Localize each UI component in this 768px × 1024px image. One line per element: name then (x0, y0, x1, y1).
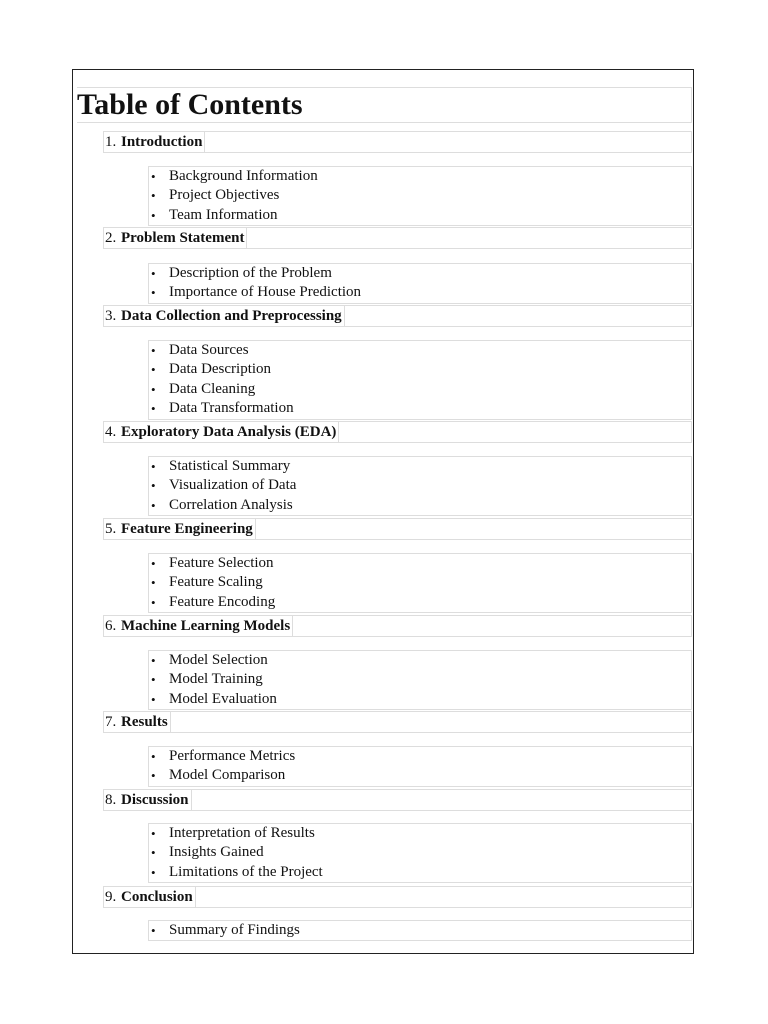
section-title[interactable]: Conclusion (121, 887, 196, 907)
bullet-icon: • (151, 594, 156, 610)
section-title[interactable]: Introduction (121, 132, 205, 152)
list-item[interactable]: • Description of the Problem (149, 264, 691, 283)
bullet-icon: • (151, 459, 156, 474)
section-title[interactable]: Data Collection and Preprocessing (121, 306, 345, 326)
list-item[interactable]: • Feature Encoding (149, 593, 691, 612)
list-item[interactable]: • Data Sources (149, 341, 691, 360)
list-item[interactable]: • Model Evaluation (149, 690, 691, 709)
bullet-icon: • (151, 768, 156, 784)
section-title[interactable]: Results (121, 712, 171, 732)
section-title[interactable]: Machine Learning Models (121, 616, 293, 636)
bullet-icon: • (151, 497, 156, 513)
toc-section-eda[interactable] (103, 421, 692, 443)
toc-section-discussion[interactable] (103, 789, 692, 811)
section-number: 2. (105, 230, 117, 246)
list-item[interactable]: • Limitations of the Project (149, 863, 691, 882)
toc-subsection-list (148, 746, 692, 787)
list-item[interactable]: • Feature Scaling (149, 573, 691, 592)
bullet-icon: • (151, 169, 156, 184)
bullet-icon: • (151, 575, 156, 591)
section-title[interactable]: Feature Engineering (121, 519, 256, 539)
bullet-icon: • (151, 285, 156, 301)
bullet-icon: • (151, 749, 156, 764)
bullet-icon: • (151, 401, 156, 417)
bullet-icon: • (151, 691, 156, 707)
bullet-icon: • (151, 362, 156, 378)
toc-subsection-list (148, 263, 692, 304)
list-item[interactable]: • Model Training (149, 670, 691, 689)
list-item[interactable]: • Background Information (149, 167, 691, 186)
bullet-icon: • (151, 556, 156, 571)
list-item[interactable]: • Data Transformation (149, 399, 691, 418)
toc-subsection-list (148, 553, 692, 613)
toc-section-problem-statement[interactable] (103, 227, 692, 249)
toc-section-data-collection[interactable] (103, 305, 692, 327)
list-item[interactable]: • Correlation Analysis (149, 496, 691, 515)
bullet-icon: • (151, 343, 156, 358)
section-title[interactable]: Discussion (121, 790, 192, 810)
bullet-icon: • (151, 266, 156, 281)
section-number: 1. (105, 134, 117, 150)
toc-subsection-list (148, 650, 692, 710)
section-number: 4. (105, 424, 117, 440)
bullet-icon: • (151, 478, 156, 494)
list-item[interactable]: • Insights Gained (149, 843, 691, 862)
toc-section-introduction[interactable] (103, 131, 692, 153)
list-item[interactable]: • Data Cleaning (149, 380, 691, 399)
toc-subsection-list (148, 920, 692, 941)
section-number: 8. (105, 792, 117, 808)
section-title[interactable]: Problem Statement (121, 228, 247, 248)
list-item[interactable]: • Project Objectives (149, 186, 691, 205)
list-item[interactable]: • Team Information (149, 206, 691, 225)
bullet-icon: • (151, 381, 156, 397)
toc-subsection-list (148, 823, 692, 883)
section-title[interactable]: Exploratory Data Analysis (EDA) (121, 422, 339, 442)
bullet-icon: • (151, 845, 156, 861)
list-item[interactable]: • Visualization of Data (149, 476, 691, 495)
toc-section-feature-engineering[interactable] (103, 518, 692, 540)
title-box (77, 87, 692, 123)
section-number: 9. (105, 889, 117, 905)
bullet-icon: • (151, 207, 156, 223)
page-title: Table of Contents (77, 88, 303, 121)
section-number: 7. (105, 714, 117, 730)
list-item[interactable]: • Model Comparison (149, 766, 691, 785)
section-number: 3. (105, 308, 117, 324)
toc-page (72, 69, 694, 954)
bullet-icon: • (151, 923, 156, 938)
list-item[interactable]: • Performance Metrics (149, 747, 691, 766)
toc-section-ml-models[interactable] (103, 615, 692, 637)
toc-section-conclusion[interactable] (103, 886, 692, 908)
toc-subsection-list (148, 456, 692, 516)
bullet-icon: • (151, 188, 156, 204)
toc-subsection-list (148, 340, 692, 420)
section-number: 5. (105, 521, 117, 537)
list-item[interactable]: • Data Description (149, 360, 691, 379)
list-item[interactable]: • Statistical Summary (149, 457, 691, 476)
bullet-icon: • (151, 672, 156, 688)
list-item[interactable]: • Summary of Findings (149, 921, 691, 940)
section-number: 6. (105, 618, 117, 634)
bullet-icon: • (151, 653, 156, 668)
bullet-icon: • (151, 826, 156, 841)
toc-subsection-list (148, 166, 692, 226)
list-item[interactable]: • Interpretation of Results (149, 824, 691, 843)
toc-section-results[interactable] (103, 711, 692, 733)
bullet-icon: • (151, 864, 156, 880)
list-item[interactable]: • Importance of House Prediction (149, 283, 691, 302)
list-item[interactable]: • Model Selection (149, 651, 691, 670)
list-item[interactable]: • Feature Selection (149, 554, 691, 573)
